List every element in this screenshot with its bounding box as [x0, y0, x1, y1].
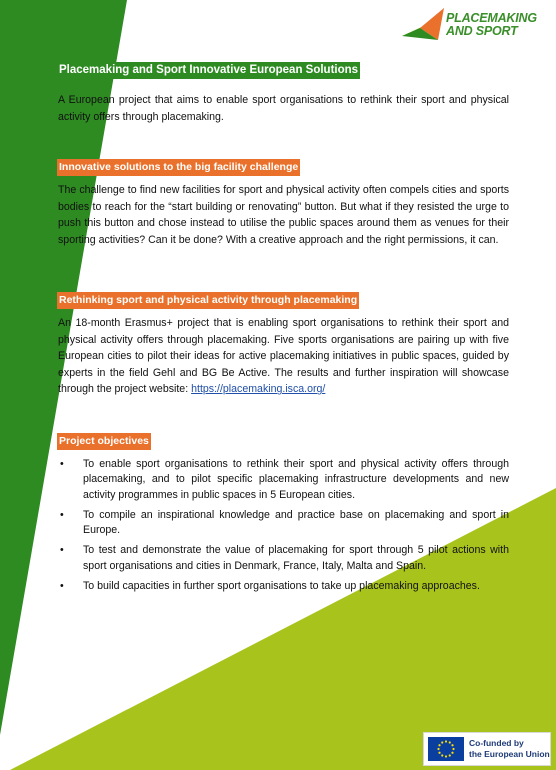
bullet-icon: •	[60, 544, 64, 557]
eu-cofunded-badge	[423, 732, 551, 766]
objective-text: To compile an inspirational knowledge and practice base on placemaking and sport in Europe.	[83, 508, 509, 537]
eu-cofunded-text	[469, 738, 550, 760]
objective-text: To enable sport organisations to rethink their sport and physical activity offers through placemaking, and to pilot specific placemaking infrastructure developments and new activity programmes in public spaces in 5 European cities.	[83, 458, 509, 501]
section-heading-project-objectives: Project objectives	[57, 433, 151, 450]
list-item	[58, 457, 509, 503]
bullet-icon: •	[60, 458, 64, 470]
objectives-list	[58, 457, 509, 599]
bullet-icon: •	[60, 508, 64, 521]
eu-flag-icon	[428, 737, 464, 761]
list-item	[58, 579, 509, 594]
placemaking-and-sport-logo	[400, 6, 550, 46]
eu-line-1: Co-funded by	[469, 738, 524, 748]
bullet-icon: •	[60, 580, 64, 593]
rethinking-sport-text: An 18-month Erasmus+ project that is enabling sport organisations to rethink their sport and physical activity offers through placemaking. Five sports organisations are pairing up with five European cities to pilot their ideas for active placemaking initiatives in public spaces, guided by experts in the field Gehl and BG Be Active. The results and further inspiration will showcase through the project website:	[58, 317, 509, 396]
logo-line-1: PLACEMAKING	[446, 11, 537, 25]
rethinking-sport-paragraph	[58, 315, 509, 398]
facility-challenge-paragraph: The challenge to find new facilities for sport and physical activity often compels cities and sports bodies to reach for the “start building or renovating” button. But what if they resisted the urge to push this button and chose instead to utilise the public spaces around them as venues for their sporting activities? Can it be done? With a creative approach and the right permissions, it can.	[58, 184, 509, 246]
project-website-link[interactable]: https://placemaking.isca.org/	[191, 383, 326, 396]
document-title: Placemaking and Sport Innovative European Solutions	[57, 62, 360, 79]
list-item	[58, 543, 509, 574]
placemaking-logo-icon	[400, 6, 446, 46]
intro-paragraph: A European project that aims to enable sport organisations to rethink their sport and physical activity offers through placemaking.	[58, 94, 509, 123]
logo-line-2: AND SPORT	[446, 24, 518, 38]
eu-line-2: the European Union	[469, 749, 550, 759]
section-heading-facility-challenge: Innovative solutions to the big facility challenge	[57, 159, 300, 176]
objective-text: To build capacities in further sport organisations to take up placemaking approaches.	[83, 580, 480, 593]
list-item	[58, 508, 509, 539]
logo-text	[446, 12, 537, 38]
objective-text: To test and demonstrate the value of placemaking for sport through 5 pilot actions with sport organisations and cities in Denmark, France, Italy, Malta and Spain.	[83, 544, 509, 572]
section-heading-rethinking-sport: Rethinking sport and physical activity through placemaking	[57, 292, 359, 309]
